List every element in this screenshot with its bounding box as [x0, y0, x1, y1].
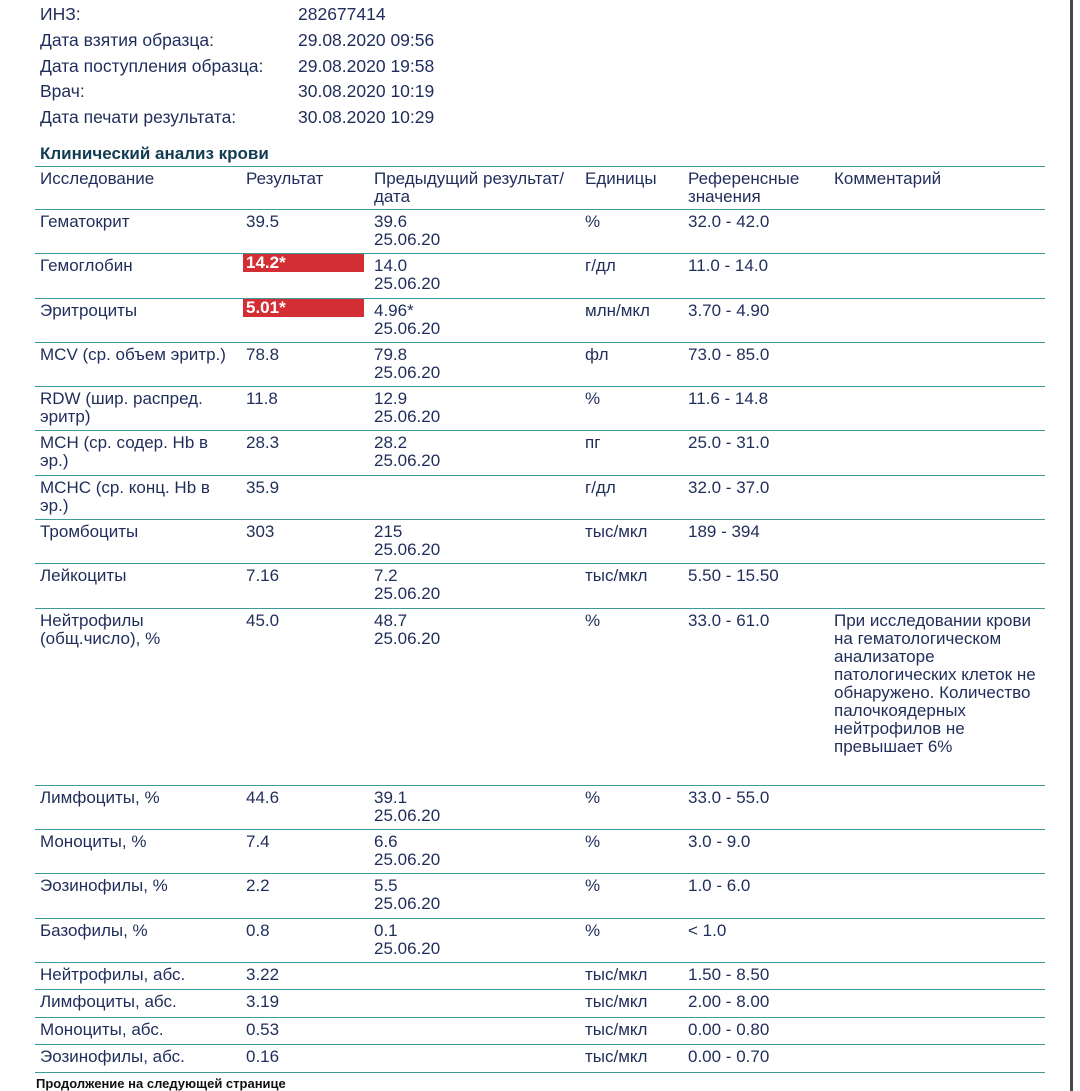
- comment: [829, 298, 1045, 342]
- previous-result: [369, 962, 580, 990]
- comment: [829, 874, 1045, 918]
- result-value: 44.6: [246, 787, 280, 807]
- results-table: [35, 166, 1045, 1073]
- column-header-comment: Комментарий: [834, 169, 942, 188]
- comment: [829, 387, 1045, 431]
- sample-received-value: 29.08.2020 19:58: [298, 55, 435, 76]
- sample-received-label: Дата поступления образца:: [40, 55, 264, 76]
- flagged-result-value: 5.01*: [243, 298, 364, 317]
- comment: [829, 990, 1045, 1018]
- result-value: 7.16: [246, 566, 280, 586]
- column-header-previous: Предыдущий результат/дата: [374, 169, 564, 206]
- reference-range: 73.0 - 85.0: [688, 344, 770, 364]
- previous-result: [369, 387, 580, 431]
- comment: [829, 564, 1045, 608]
- table-row: [35, 298, 1045, 342]
- print-date-row: [40, 105, 434, 131]
- table-row: [35, 829, 1045, 873]
- previous-value: 0.1: [374, 920, 398, 940]
- reference-range: 3.0 - 9.0: [688, 831, 751, 851]
- previous-date: 25.06.20: [374, 849, 441, 869]
- units: %: [585, 876, 601, 896]
- test-name: Эритроциты: [40, 300, 138, 320]
- sample-taken-label: Дата взятия образца:: [40, 30, 215, 51]
- table-row: [35, 342, 1045, 386]
- previous-result: [369, 342, 580, 386]
- test-name: Лейкоциты: [40, 566, 127, 586]
- reference-range: 33.0 - 61.0: [688, 610, 770, 630]
- table-row: [35, 520, 1045, 564]
- print-date-label: Дата печати результата:: [40, 107, 237, 128]
- reference-range: 3.70 - 4.90: [688, 300, 770, 320]
- sample-taken-row: [40, 28, 434, 54]
- units: %: [585, 787, 601, 807]
- result-value: 303: [246, 522, 275, 542]
- previous-value: 6.6: [374, 831, 398, 851]
- previous-result: [369, 298, 580, 342]
- table-row: [35, 475, 1045, 519]
- reference-range: 2.00 - 8.00: [688, 992, 770, 1012]
- result-value: 0.53: [246, 1019, 280, 1039]
- previous-value: 12.9: [374, 389, 408, 409]
- sample-received-row: [40, 53, 434, 79]
- table-row: [35, 1045, 1045, 1073]
- result-value: 78.8: [246, 344, 280, 364]
- test-name: Гемоглобин: [40, 256, 133, 276]
- inz-value: 282677414: [298, 4, 386, 25]
- print-date-value: 30.08.2020 10:29: [298, 107, 435, 128]
- flagged-result-value: 14.2*: [243, 254, 364, 273]
- units: фл: [585, 344, 609, 364]
- units: %: [585, 610, 601, 630]
- previous-value: 48.7: [374, 610, 408, 630]
- previous-result: [369, 1017, 580, 1045]
- test-name: RDW (шир. распред. эритр): [40, 389, 203, 427]
- comment: [829, 342, 1045, 386]
- column-header-result: Результат: [246, 169, 324, 188]
- result-value: 3.19: [246, 992, 280, 1012]
- comment: [829, 829, 1045, 873]
- previous-date: 25.06.20: [374, 318, 441, 338]
- comment: [829, 210, 1045, 254]
- test-name: MCV (ср. объем эритр.): [40, 344, 226, 364]
- right-edge-rule: [1070, 0, 1073, 1091]
- reference-range: 0.00 - 0.70: [688, 1047, 770, 1067]
- comment: [829, 520, 1045, 564]
- reference-range: 11.0 - 14.0: [688, 256, 769, 276]
- previous-date: 25.06.20: [374, 938, 441, 958]
- previous-result: [369, 254, 580, 298]
- reference-range: 189 - 394: [688, 522, 760, 542]
- units: %: [585, 389, 601, 409]
- previous-date: 25.06.20: [374, 274, 441, 294]
- previous-date: 25.06.20: [374, 584, 441, 604]
- previous-result: [369, 475, 580, 519]
- previous-date: 25.06.20: [374, 407, 441, 427]
- result-value: 7.4: [246, 831, 270, 851]
- previous-value: 14.0: [374, 256, 408, 276]
- previous-result: [369, 210, 580, 254]
- units: %: [585, 920, 601, 940]
- previous-result: [369, 1045, 580, 1073]
- inz-label: ИНЗ:: [40, 4, 81, 25]
- table-row: [35, 387, 1045, 431]
- continued-notice: Продолжение на следующей странице: [36, 1076, 286, 1091]
- previous-date: 25.06.20: [374, 540, 441, 560]
- reference-range: < 1.0: [688, 920, 727, 940]
- result-value: 35.9: [246, 477, 280, 497]
- comment: [829, 431, 1045, 475]
- previous-result: [369, 608, 580, 785]
- units: тыс/мкл: [585, 964, 648, 984]
- previous-result: [369, 918, 580, 962]
- comment: [829, 785, 1045, 829]
- table-row: [35, 990, 1045, 1018]
- sample-info: [40, 2, 434, 130]
- table-row: [35, 254, 1045, 298]
- previous-date: 25.06.20: [374, 628, 441, 648]
- previous-date: 25.06.20: [374, 805, 441, 825]
- previous-date: 25.06.20: [374, 230, 441, 249]
- test-name: Эозинофилы, абс.: [40, 1047, 185, 1067]
- previous-result: [369, 785, 580, 829]
- comment: [829, 918, 1045, 962]
- previous-value: 28.2: [374, 433, 408, 453]
- comment: При исследовании крови на гематологическом анализаторе патологических клеток не обнаружено. Количество палочкоядерных нейтрофилов не превышает 6%: [834, 610, 1036, 756]
- previous-value: 4.96*: [374, 300, 414, 320]
- previous-value: 79.8: [374, 344, 408, 364]
- table-row: [35, 608, 1045, 785]
- table-row: [35, 785, 1045, 829]
- previous-result: [369, 829, 580, 873]
- column-header-reference: Референсные значения: [688, 169, 800, 206]
- comment: [829, 1045, 1045, 1073]
- test-name: Базофилы, %: [40, 920, 148, 940]
- test-name: Моноциты, %: [40, 831, 147, 851]
- column-header-test: Исследование: [40, 169, 155, 188]
- result-value: 28.3: [246, 433, 280, 453]
- result-value: 0.8: [246, 920, 270, 940]
- units: тыс/мкл: [585, 992, 648, 1012]
- result-value: 2.2: [246, 876, 270, 896]
- result-value: 39.5: [246, 212, 280, 231]
- units: %: [585, 212, 601, 231]
- test-name: Лимфоциты, абс.: [40, 992, 177, 1012]
- result-value: 11.8: [246, 389, 278, 409]
- units: пг: [585, 433, 601, 453]
- reference-range: 32.0 - 37.0: [688, 477, 770, 497]
- previous-value: 39.6: [374, 212, 408, 231]
- previous-result: [369, 520, 580, 564]
- reference-range: 33.0 - 55.0: [688, 787, 770, 807]
- table-row: [35, 918, 1045, 962]
- previous-result: [369, 431, 580, 475]
- column-header-units: Единицы: [585, 169, 657, 188]
- test-name: Гематокрит: [40, 212, 130, 231]
- units: млн/мкл: [585, 300, 650, 320]
- test-name: Моноциты, абс.: [40, 1019, 164, 1039]
- reference-range: 0.00 - 0.80: [688, 1019, 770, 1039]
- table-header-row: [35, 167, 1045, 210]
- inz-row: [40, 2, 434, 28]
- doctor-row: [40, 79, 434, 105]
- test-name: Нейтрофилы (общ.число), %: [40, 610, 161, 648]
- table-row: [35, 431, 1045, 475]
- reference-range: 25.0 - 31.0: [688, 433, 770, 453]
- previous-value: 5.5: [374, 876, 398, 896]
- result-value: 45.0: [246, 610, 280, 630]
- comment: [829, 254, 1045, 298]
- units: тыс/мкл: [585, 566, 648, 586]
- test-name: Эозинофилы, %: [40, 876, 168, 896]
- doctor-value: 30.08.2020 10:19: [298, 81, 435, 102]
- table-row: [35, 962, 1045, 990]
- previous-result: [369, 564, 580, 608]
- doctor-label: Врач:: [40, 81, 85, 102]
- test-name: MCHC (ср. конц. Hb в эр.): [40, 477, 210, 515]
- previous-value: 7.2: [374, 566, 398, 586]
- comment: [829, 962, 1045, 990]
- previous-result: [369, 874, 580, 918]
- units: тыс/мкл: [585, 522, 648, 542]
- previous-date: 25.06.20: [374, 362, 441, 382]
- comment: [829, 1017, 1045, 1045]
- comment: [829, 475, 1045, 519]
- previous-date: 25.06.20: [374, 451, 441, 471]
- sample-taken-value: 29.08.2020 09:56: [298, 30, 435, 51]
- test-name: MCH (ср. содер. Hb в эр.): [40, 433, 209, 471]
- test-name: Нейтрофилы, абс.: [40, 964, 186, 984]
- previous-result: [369, 990, 580, 1018]
- reference-range: 1.50 - 8.50: [688, 964, 770, 984]
- previous-value: 215: [374, 522, 403, 542]
- reference-range: 32.0 - 42.0: [688, 212, 770, 231]
- table-row: [35, 210, 1045, 254]
- previous-date: 25.06.20: [374, 894, 441, 914]
- previous-value: 39.1: [374, 787, 408, 807]
- section-title: Клинический анализ крови: [40, 144, 269, 163]
- test-name: Тромбоциты: [40, 522, 139, 542]
- reference-range: 1.0 - 6.0: [688, 876, 751, 896]
- result-value: 0.16: [246, 1047, 280, 1067]
- test-name: Лимфоциты, %: [40, 787, 160, 807]
- table-row: [35, 1017, 1045, 1045]
- table-row: [35, 564, 1045, 608]
- result-cell: [241, 254, 369, 298]
- units: тыс/мкл: [585, 1047, 648, 1067]
- result-cell: [241, 298, 369, 342]
- units: г/дл: [585, 256, 616, 276]
- table-row: [35, 874, 1045, 918]
- units: %: [585, 831, 601, 851]
- result-value: 3.22: [246, 964, 280, 984]
- units: г/дл: [585, 477, 616, 497]
- reference-range: 5.50 - 15.50: [688, 566, 779, 586]
- reference-range: 11.6 - 14.8: [688, 389, 769, 409]
- units: тыс/мкл: [585, 1019, 648, 1039]
